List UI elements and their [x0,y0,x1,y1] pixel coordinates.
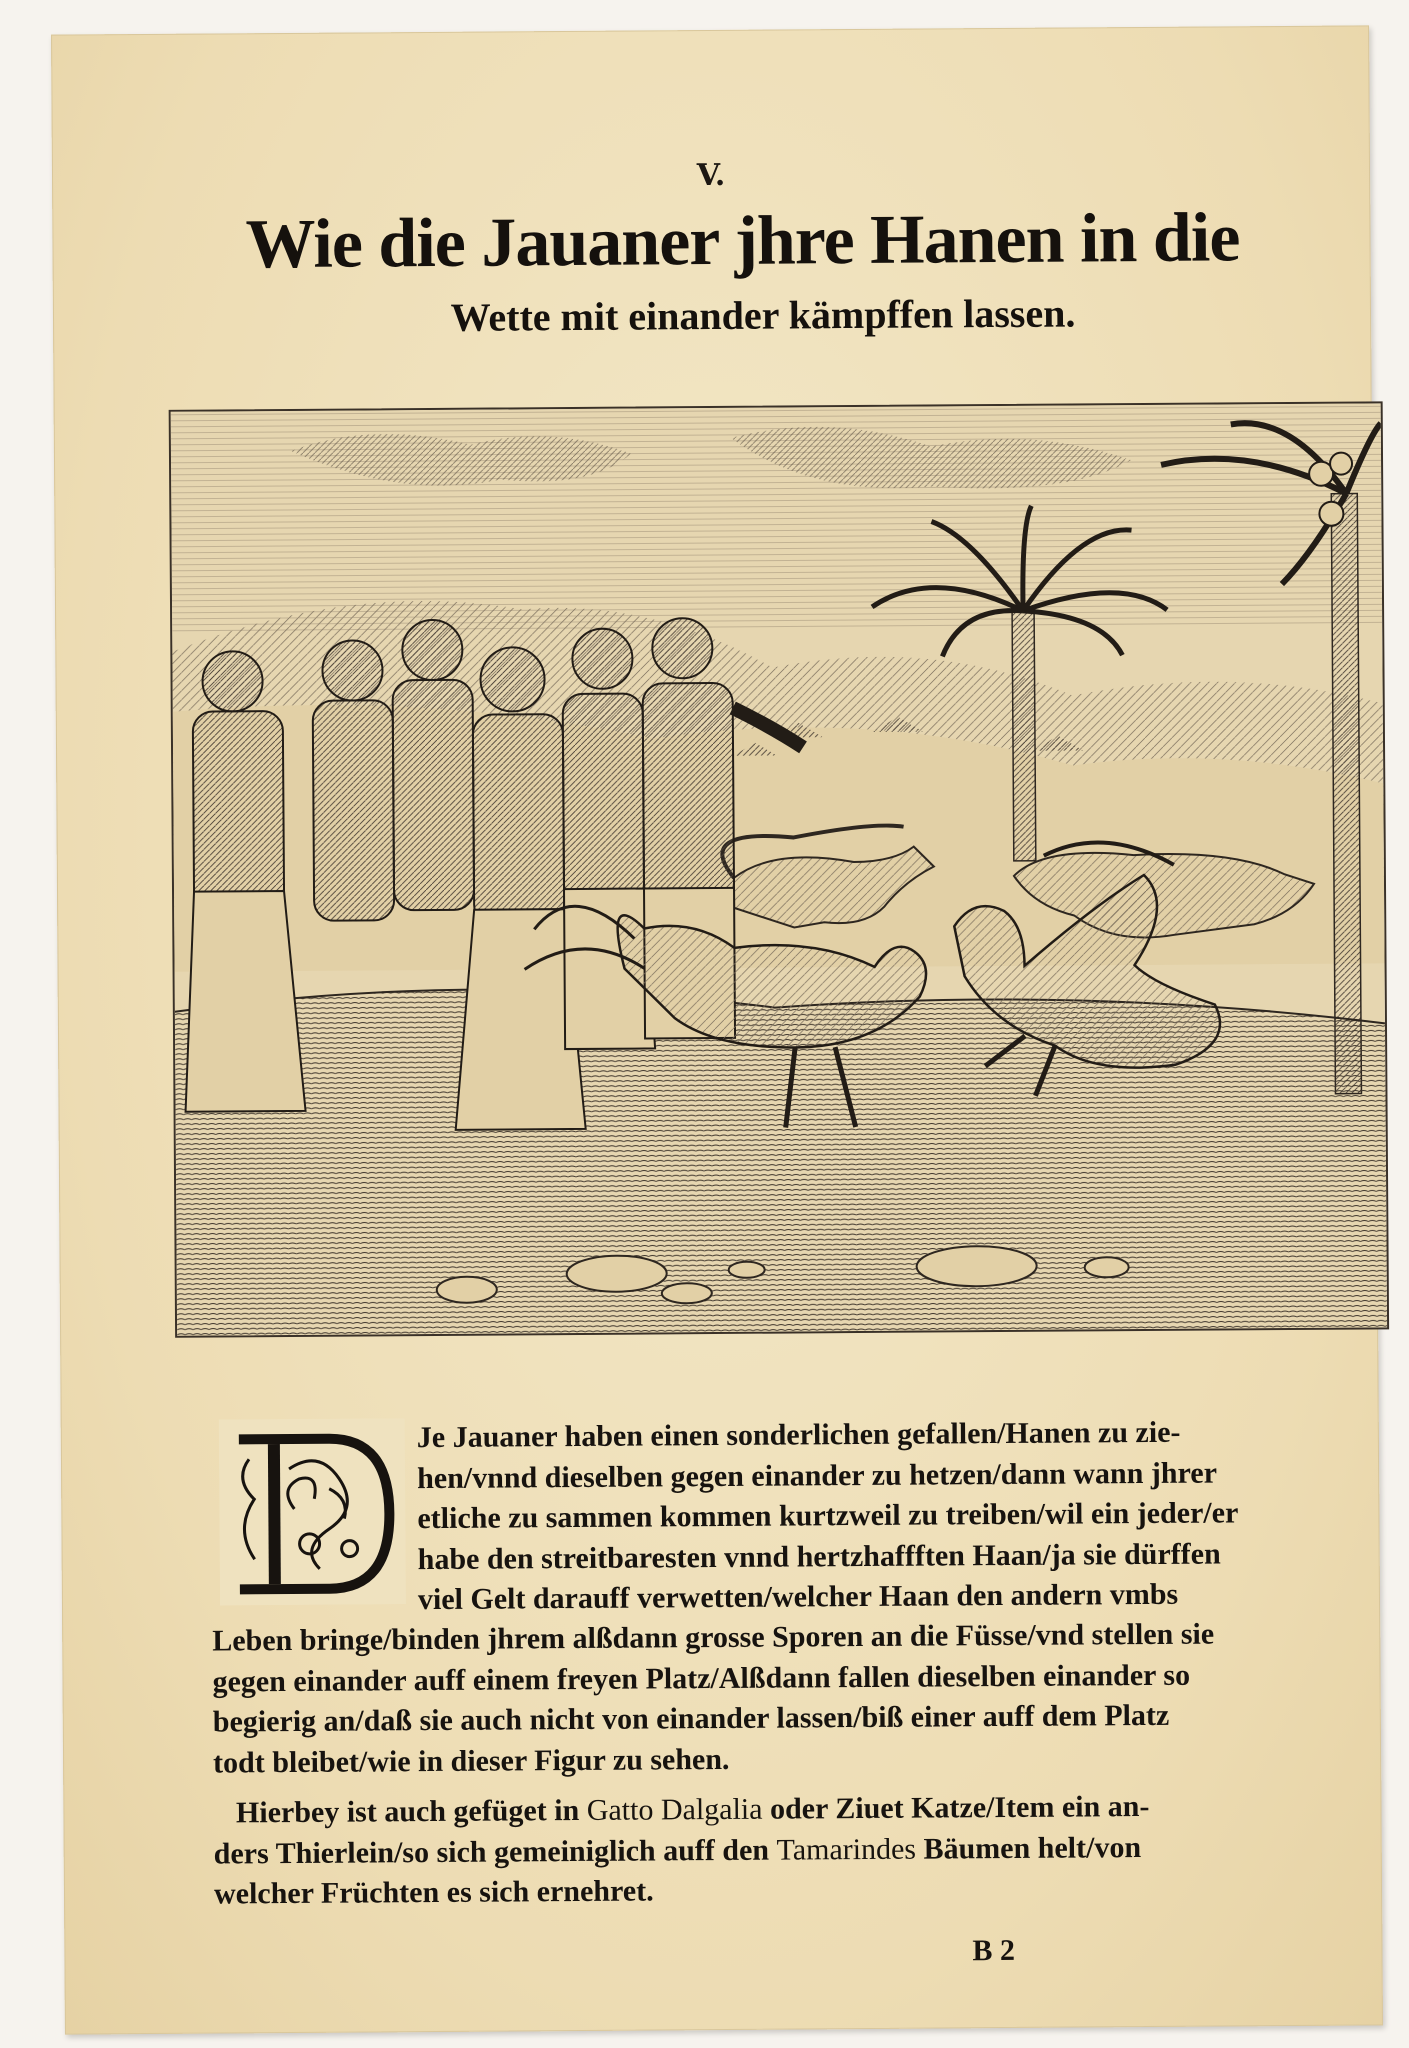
second-paragraph [213,1786,1314,1915]
page-subtitle: Wette mit einander kämpffen lassen. [450,290,1076,340]
roman-term-gatto-dalgalia: Gatto Dalgalia [586,1792,763,1827]
text-line: hen/vnnd dieselben gegen einander zu hetzen/dann wann jhrer [417,1456,1218,1495]
text-fragment: ders Thierlein/so sich gemeiniglich auff den [213,1833,777,1871]
roman-term-tamarindes: Tamarindes [776,1832,917,1867]
text-fragment: oder Ziuet Katze/Item ein an- [762,1790,1150,1826]
text-line: viel Gelt darauff verwetten/welcher Haan den andern vmbs [417,1577,1179,1617]
text-fragment: Bäumen helt/von [915,1830,1142,1866]
paragraph-continued-lines [212,1614,1313,1784]
text-line: etliche zu sammen kommen kurtzweil zu treiben/wil ein jeder/er [417,1496,1239,1536]
text-fragment: Hierbey ist auch gefüget in [235,1793,587,1830]
text-line: todt bleibet/wie in dieser Figur zu sehen. [212,1742,730,1780]
text-line: Je Jauaner haben einen sonderlichen gefallen/Hanen zu zie- [416,1415,1181,1455]
paragraph-first-lines [417,1412,1308,1621]
text-line: habe den streitbaresten vnnd hertzhaffften Haan/ja sie dürffen [417,1536,1221,1576]
chapter-number: V. [696,157,726,194]
signature-mark: B 2 [972,1933,1016,1968]
decorated-initial [219,1418,406,1605]
text-line: welcher Früchten es sich ernehret. [213,1874,654,1911]
text-line [213,1786,1313,1834]
initial-letter: D [308,1520,317,1532]
text-line: gegen einander auff einem freyen Platz/Alßdann fallen dieselben einander so [212,1658,1191,1699]
page-title: Wie die Jauaner jhre Hanen in die [245,199,1240,284]
cockfight-engraving [169,401,1389,1337]
text-line: Leben bringe/binden jhrem alßdann grosse Sporen an die Füsse/vnd stellen sie [212,1617,1215,1658]
text-line: begierig an/daß sie auch nicht von einander lassen/biß einer auff dem Platz [212,1698,1170,1739]
book-page [51,25,1383,2034]
